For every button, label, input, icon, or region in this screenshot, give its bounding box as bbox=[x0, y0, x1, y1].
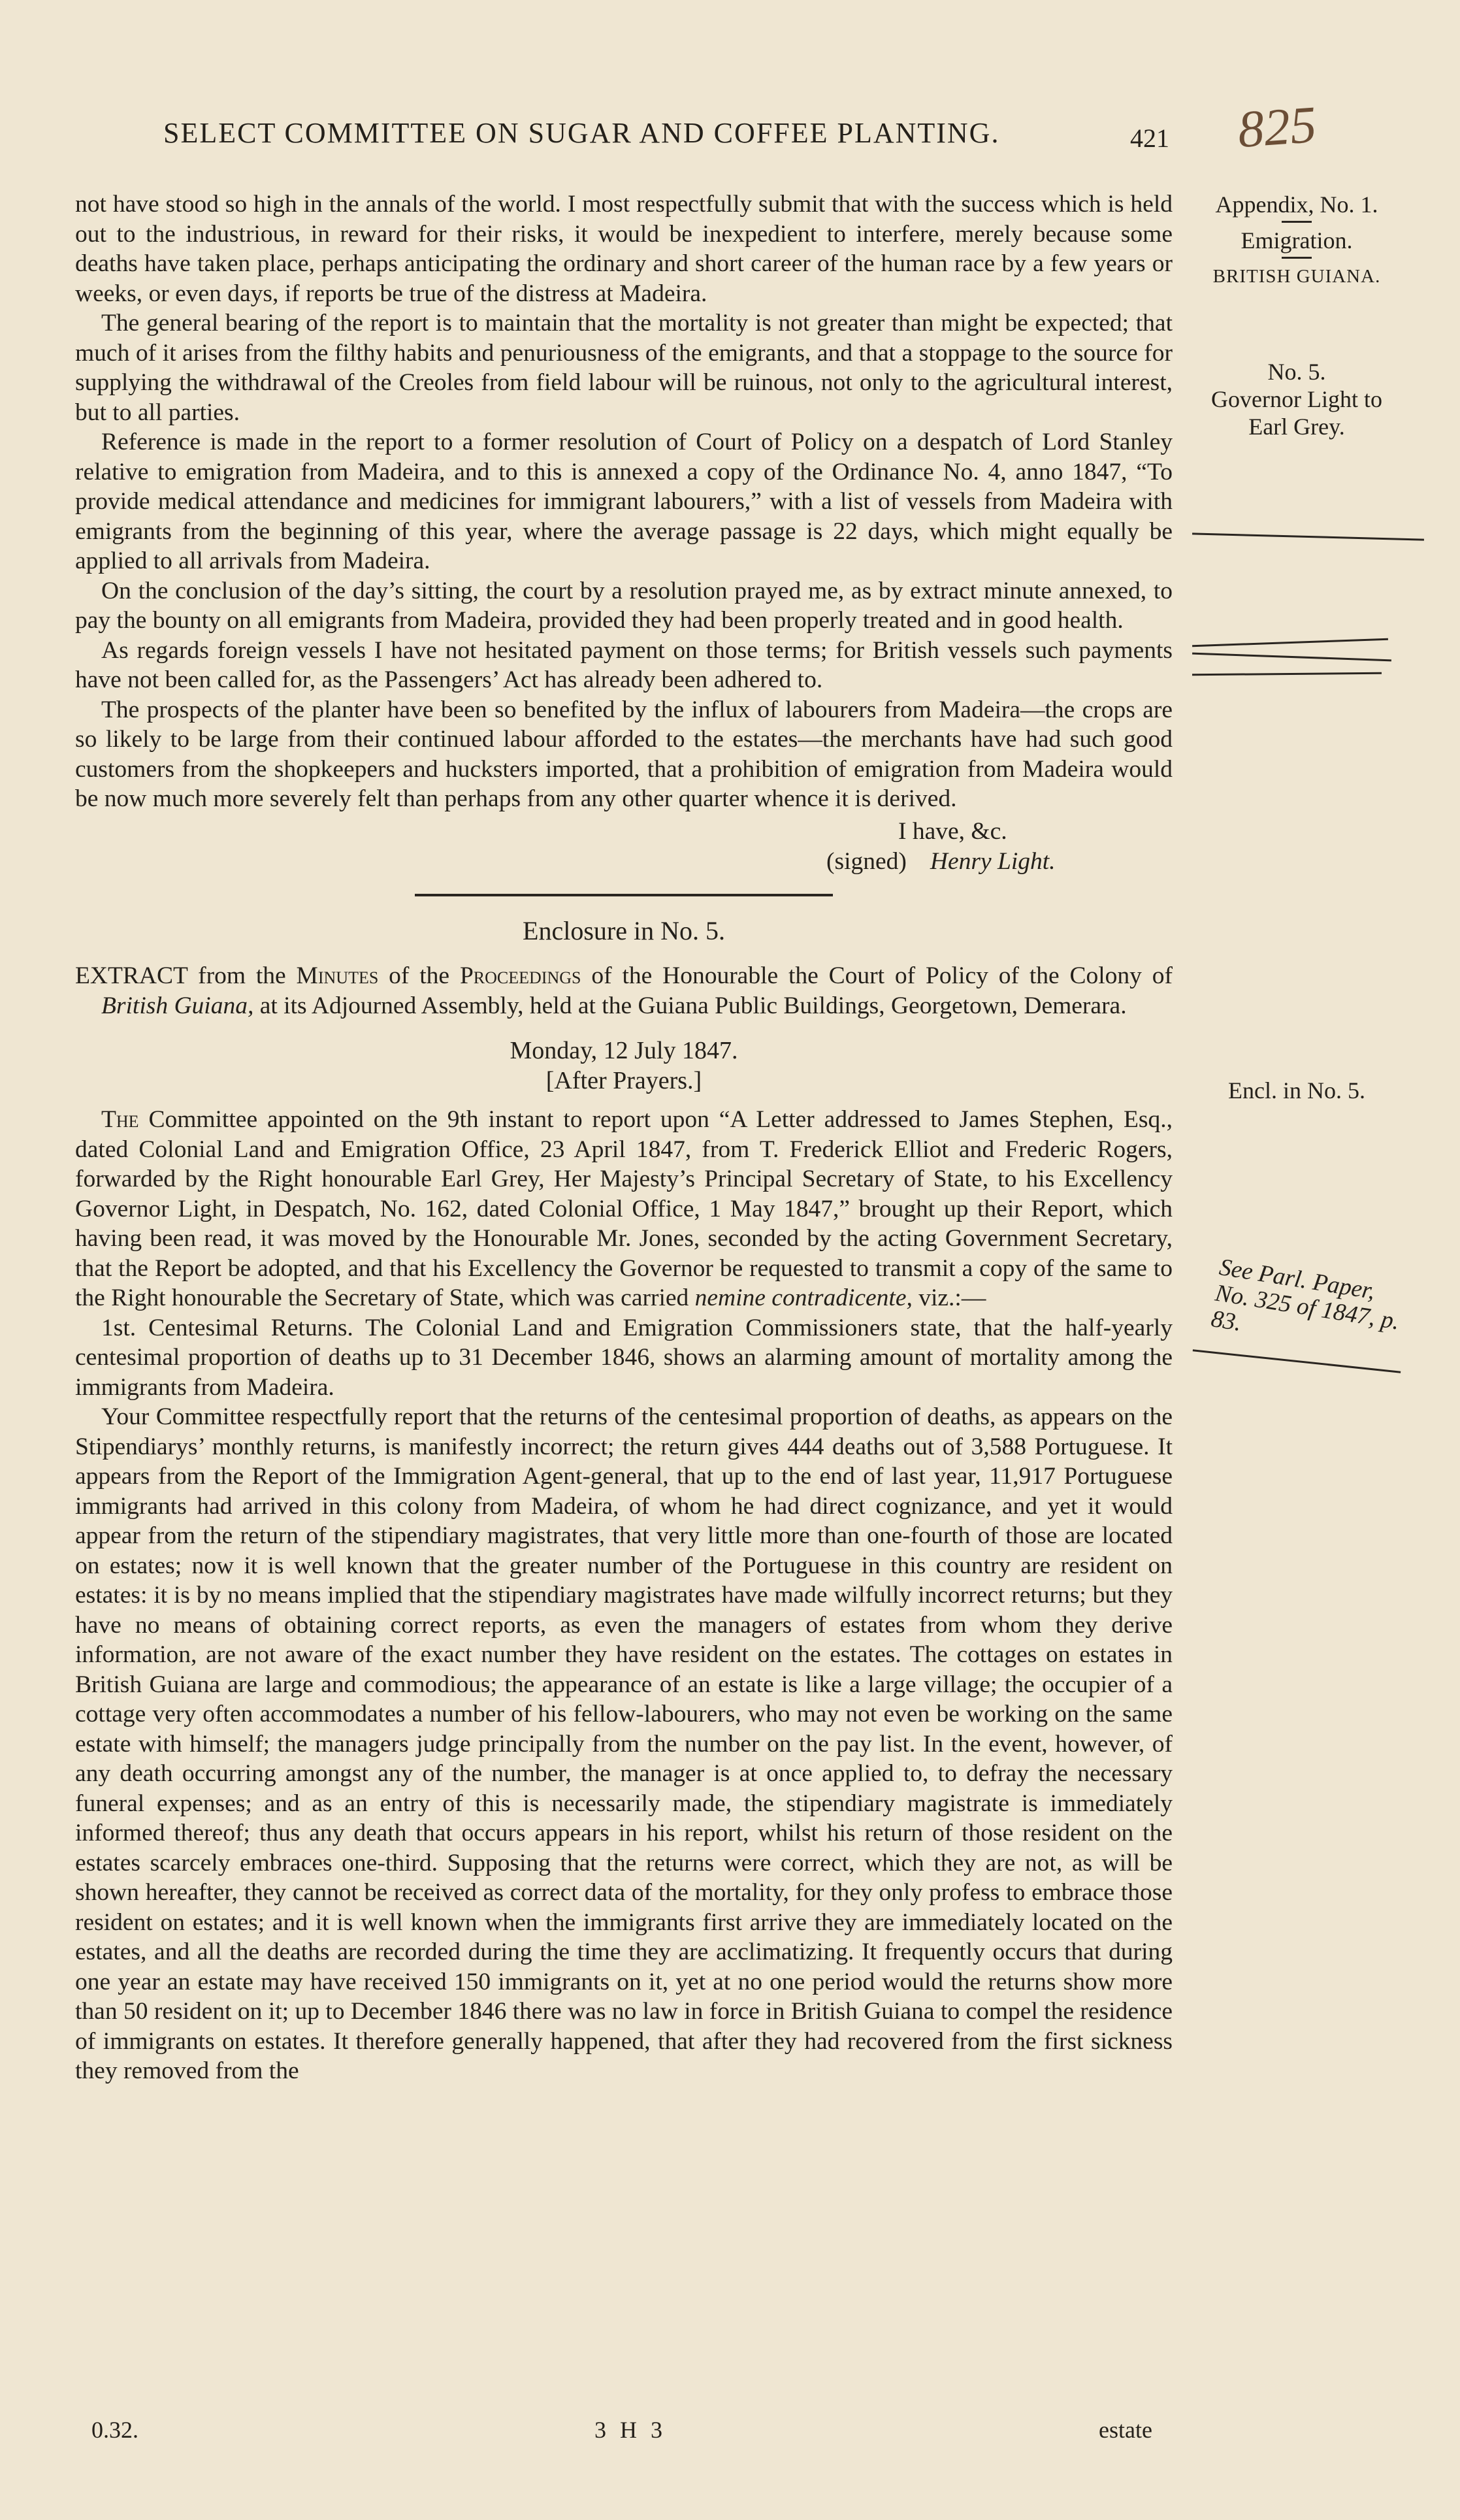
signature: Henry Light. bbox=[930, 847, 1056, 875]
margin-mark bbox=[1192, 653, 1391, 662]
footer-paper-number: 0.32. bbox=[91, 2417, 138, 2443]
closing-phrase: I have, &c. bbox=[898, 817, 1007, 845]
extract-of-the: of the bbox=[389, 962, 450, 989]
extract-from: from the bbox=[198, 962, 286, 989]
footer-signature-mark: 3 H 3 bbox=[594, 2417, 666, 2443]
section-divider bbox=[415, 894, 833, 896]
paragraph-1: not have stood so high in the annals of the world. I most respectfully submit that with the success which is held out to the industrious, in reward for their risks, it would be inexpedient to interfere, merely because some deaths have taken place, perhaps anticipating the ordinary and short career of the human race by a few years or weeks, or even days, if reports be true of the distress at Madeira. bbox=[75, 191, 1173, 307]
footer-catchword: estate bbox=[1099, 2417, 1152, 2443]
paragraph-3: Reference is made in the report to a former resolution of Court of Policy on a despatch of Lord Stanley relative to emigration from Madeira, and to this is annexed a copy of the Ordinance No. 4, anno 1847, “To provide medical attendance and medicines for immigrant labourers,” with a list of vessels from Madeira with emigrants from the beginning of this year, where the average passage is 22 days, which might equally be applied to all arrivals from Madeira. bbox=[75, 429, 1173, 574]
extract-minutes: Minutes bbox=[296, 962, 379, 989]
paragraph-7-lead: The bbox=[101, 1106, 139, 1133]
main-text-column bbox=[75, 189, 1173, 2086]
letter-closing bbox=[75, 817, 1173, 877]
handwritten-folio-number: 825 bbox=[1236, 95, 1318, 159]
meeting-date: Monday, 12 July 1847. bbox=[510, 1037, 738, 1064]
no5-label: No. 5. bbox=[1267, 359, 1326, 385]
emigration-label: Emigration. bbox=[1241, 227, 1353, 254]
paragraph-5: As regards foreign vessels I have not hesitated payment on those terms; for British vessels such payments have not been called for, as the Passengers’ Act has already been adhered to. bbox=[75, 636, 1173, 693]
after-prayers: [After Prayers.] bbox=[545, 1066, 702, 1094]
running-header: SELECT COMMITTEE ON SUGAR AND COFFEE PLANTING. bbox=[163, 117, 1000, 149]
margin-note-no5 bbox=[1189, 358, 1404, 440]
governor-label: Governor Light to Earl Grey. bbox=[1211, 386, 1382, 440]
margin-note-appendix bbox=[1189, 191, 1404, 290]
extract-heading bbox=[75, 961, 1173, 1021]
signature-line bbox=[826, 847, 1056, 877]
margin-dash bbox=[1282, 257, 1312, 259]
paragraph-7 bbox=[75, 1105, 1173, 1313]
margin-mark bbox=[1192, 532, 1424, 540]
margin-dash bbox=[1282, 221, 1312, 223]
paragraph-2: The general bearing of the report is to maintain that the mortality is not greater than might be expected; that much of it arises from the filthy habits and penuriousness of the emigrants, and that a stoppage to the source for supplying the withdrawal of the Creoles from field labour will be ruinous, not only to the agricultural interest, but to all parties. bbox=[75, 310, 1173, 426]
page-number: 421 bbox=[1130, 123, 1169, 153]
british-guiana-label: BRITISH GUIANA. bbox=[1212, 266, 1381, 287]
margin-mark bbox=[1192, 638, 1388, 647]
extract-proceedings: Proceedings bbox=[459, 962, 581, 989]
extract-colony: British Guiana, bbox=[101, 992, 254, 1019]
extract-text-2: at its Adjourned Assembly, held at the Guiana Public Buildings, Georgetown, Demerara. bbox=[259, 992, 1127, 1019]
latin-phrase: nemine contradicente, bbox=[694, 1285, 913, 1311]
margin-mark bbox=[1192, 672, 1382, 676]
paragraph-7-text: Committee appointed on the 9th instant to report upon “A Letter addressed to James Stephen, Esq., dated Colonial Land and Emigration Office, 23 April 1847, from T. Frederick Elliot and Frederic Rogers, forwarded by the Right honourable Earl Grey, Her Majesty’s Principal Secretary of State, to his Excellency Governor Light, in Despatch, No. 162, dated Colonial Office, 1 May 1847,” brought up their Report, which having been read, it was moved by the Honourable Mr. Jones, seconded by the acting Government Secretary, that the Report be adopted, and that his Excellency the Governor be requested to transmit a copy of the same to the Right honourable the Secretary of State, which was carried bbox=[75, 1106, 1173, 1311]
paragraph-4: On the conclusion of the day’s sitting, the court by a resolution prayed me, as by extract minute annexed, to pay the bounty on all emigrants from Madeira, provided they had been properly treated and in good health. bbox=[75, 577, 1173, 634]
extract-lead: EXTRACT bbox=[75, 962, 188, 989]
extract-text-1: of the Honourable the Court of Policy of the Colony of bbox=[591, 962, 1173, 989]
paragraph-7-end: viz.:— bbox=[918, 1285, 986, 1311]
paragraph-6: The prospects of the planter have been so benefited by the influx of labourers from Madeira—the crops are so likely to be large from their continued labour afforded to the estates—the merchants have had such good customers from the shopkeepers and hucksters imported, that a prohibition of emigration from Madeira would be now much more severely felt than perhaps from any other quarter whence it is derived. bbox=[75, 696, 1173, 812]
enclosure-title: Enclosure in No. 5. bbox=[523, 915, 725, 945]
appendix-label: Appendix, No. 1. bbox=[1215, 191, 1378, 218]
margin-note-parliamentary-paper: See Parl. Paper, No. 325 of 1847, p. 83. bbox=[1209, 1254, 1402, 1337]
margin-note-enclosure bbox=[1189, 1077, 1404, 1104]
paragraph-8: 1st. Centesimal Returns. The Colonial Land and Emigration Commissioners state, that the half-yearly centesimal proportion of deaths up to 31 December 1846, shows an alarming amount of mortality among the immigrants from Madeira. bbox=[75, 1314, 1173, 1401]
signed-label: (signed) bbox=[826, 847, 907, 875]
paragraph-9: Your Committee respectfully report that the returns of the centesimal proportion of deaths, as appears on the Stipendiarys’ monthly returns, is manifestly incorrect; the return gives 444 deaths out of 3,588 Portuguese. It appears from the Report of the Immigration Agent-general, that up to the end of last year, 11,917 Portuguese immigrants had arrived in this colony from Madeira, of whom he had direct cognizance, and yet it would appear from the return of the stipendiary magistrates, that very little more than one-fourth of those are located on estates; now it is well known that the greater number of the Portuguese in this country are resident on estates: it is by no means implied that the stipendiary magistrates have made wilfully incorrect returns; but they have no means of obtaining correct reports, as even the managers of estates from whom they derive information, are not aware of the exact number they have resident on the estates. The cottages on estates in British Guiana are large and commodious; the appearance of an estate is like a large village; the occupier of a cottage very often accommodates a number of his fellow-labourers, who may not even be working on the same estate with himself; the managers judge principally from the number on the pay list. In the event, however, of any death occurring amongst any of the number, the manager is at once applied to, to defray the necessary funeral expenses; and as an entry of this is necessarily made, the stipendiary magistrate is immediately informed thereof; thus any death that occurs appears in his report, whilst his return of those resident on the estates scarcely embraces one-third. Supposing that the returns were correct, which they are not, as will be shown hereafter, they cannot be received as correct data of the mortality, for they only profess to embrace those resident on estates; and it is well known when the immigrants first arrive they are immediately located on the estates, and all the deaths are recorded during the time they are acclimatizing. It frequently occurs that during one year an estate may have received 150 immigrants on it, yet at no one period would the returns show more than 50 resident on it; up to December 1846 there was no law in force in British Guiana to compel the residence of immigrants on estates. It therefore generally happened, that after they had recovered from the first sickness they removed from the bbox=[75, 1403, 1173, 2084]
enclosure-label: Encl. in No. 5. bbox=[1228, 1077, 1365, 1104]
